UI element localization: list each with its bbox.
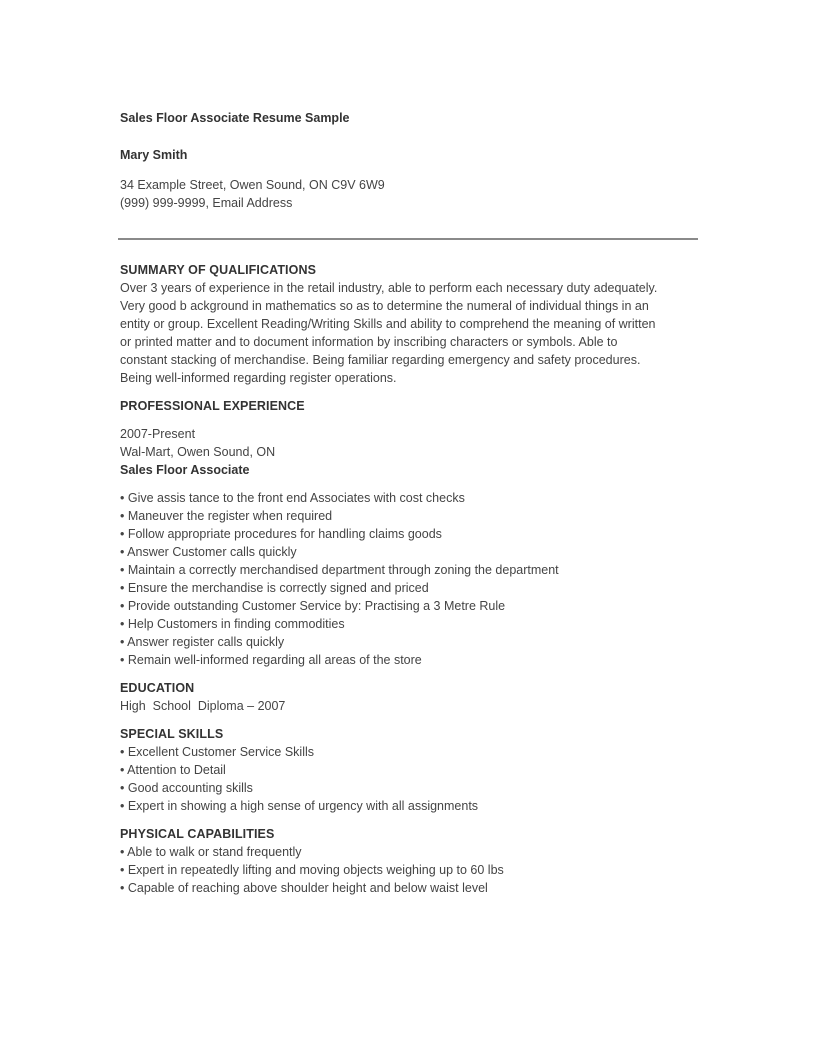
list-item: • Maintain a correctly merchandised department through zoning the department bbox=[120, 563, 559, 577]
list-item: • Expert in showing a high sense of urgency with all assignments bbox=[120, 799, 479, 813]
summary-line: Being well-informed regarding register operations. bbox=[120, 371, 397, 385]
summary-paragraph bbox=[120, 279, 700, 387]
skills-section bbox=[120, 725, 700, 815]
skills-heading: SPECIAL SKILLS bbox=[120, 727, 224, 741]
list-item: • Remain well-informed regarding all areas of the store bbox=[120, 653, 422, 667]
job-employer: Wal-Mart, Owen Sound, ON bbox=[120, 445, 276, 459]
list-item: • Answer register calls quickly bbox=[120, 635, 285, 649]
summary-line: Very good b ackground in mathematics so as to determine the numeral of individual things in an bbox=[120, 299, 649, 313]
physical-list bbox=[120, 843, 700, 897]
experience-section bbox=[120, 397, 700, 415]
physical-heading: PHYSICAL CAPABILITIES bbox=[120, 827, 275, 841]
list-item: • Maneuver the register when required bbox=[120, 509, 333, 523]
summary-line: entity or group. Excellent Reading/Writing Skills and ability to comprehend the meaning of written bbox=[120, 317, 656, 331]
list-item: • Help Customers in finding commodities bbox=[120, 617, 345, 631]
skills-list bbox=[120, 743, 700, 815]
summary-line: constant stacking of merchandise. Being familiar regarding emergency and safety procedures. bbox=[120, 353, 641, 367]
experience-heading: PROFESSIONAL EXPERIENCE bbox=[120, 399, 305, 413]
contact-block bbox=[120, 176, 385, 212]
list-item: • Ensure the merchandise is correctly signed and priced bbox=[120, 581, 429, 595]
physical-section bbox=[120, 825, 700, 897]
summary-section bbox=[120, 261, 700, 387]
education-entry: High School Diploma – 2007 bbox=[120, 699, 286, 713]
summary-heading: SUMMARY OF QUALIFICATIONS bbox=[120, 263, 317, 277]
list-item: • Answer Customer calls quickly bbox=[120, 545, 297, 559]
list-item: • Excellent Customer Service Skills bbox=[120, 745, 315, 759]
header-divider bbox=[118, 238, 698, 240]
summary-line: or printed matter and to document information by inscribing characters or symbols. Able to bbox=[120, 335, 618, 349]
job-entry bbox=[120, 425, 700, 479]
summary-line: Over 3 years of experience in the retail industry, able to perform each necessary duty adequately. bbox=[120, 281, 658, 295]
list-item: • Expert in repeatedly lifting and moving objects weighing up to 60 lbs bbox=[120, 863, 504, 877]
list-item: • Give assis tance to the front end Associates with cost checks bbox=[120, 491, 465, 505]
list-item: • Good accounting skills bbox=[120, 781, 253, 795]
phone-email-line: (999) 999-9999, Email Address bbox=[120, 196, 293, 210]
list-item: • Capable of reaching above shoulder height and below waist level bbox=[120, 881, 488, 895]
education-section bbox=[120, 679, 700, 715]
education-heading: EDUCATION bbox=[120, 681, 195, 695]
document-title: Sales Floor Associate Resume Sample bbox=[120, 111, 350, 125]
list-item: • Follow appropriate procedures for handling claims goods bbox=[120, 527, 442, 541]
address-line: 34 Example Street, Owen Sound, ON C9V 6W9 bbox=[120, 178, 385, 192]
job-title: Sales Floor Associate bbox=[120, 463, 250, 477]
job-period: 2007-Present bbox=[120, 427, 196, 441]
list-item: • Attention to Detail bbox=[120, 763, 226, 777]
list-item: • Provide outstanding Customer Service by: Practising a 3 Metre Rule bbox=[120, 599, 506, 613]
candidate-name: Mary Smith bbox=[120, 148, 188, 162]
job-duties-list bbox=[120, 489, 700, 669]
list-item: • Able to walk or stand frequently bbox=[120, 845, 302, 859]
